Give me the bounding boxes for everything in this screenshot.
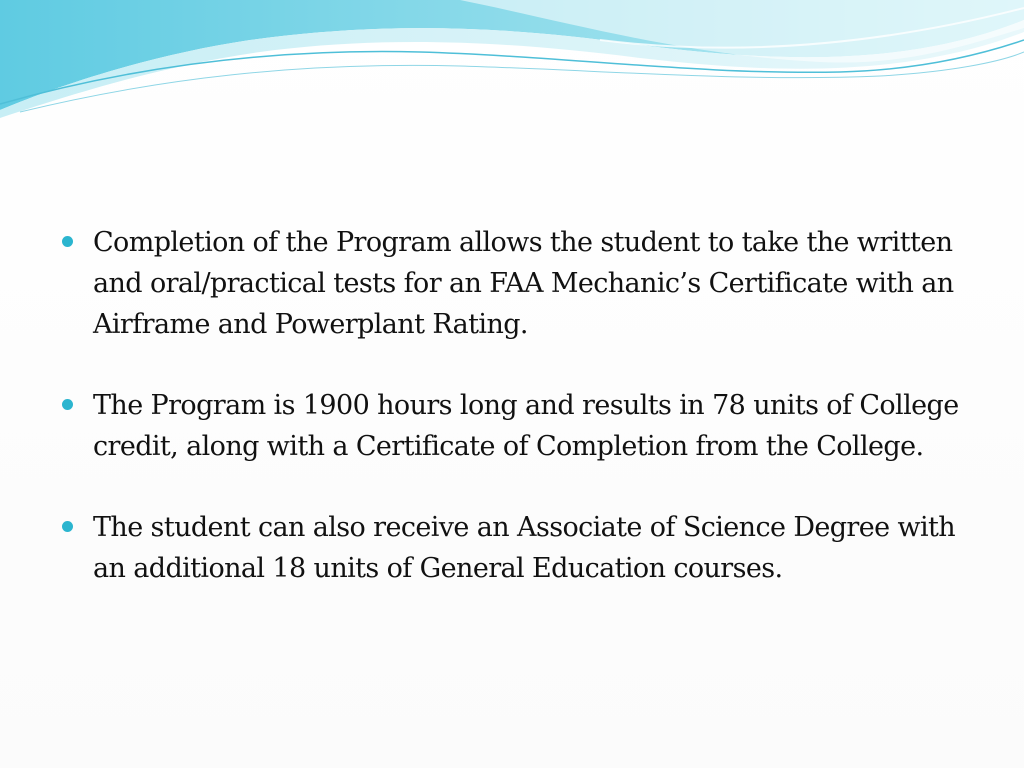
bullet-list	[62, 222, 982, 629]
bullet-item-associate-degree	[62, 507, 982, 589]
bullet-dot-icon	[62, 236, 73, 247]
bullet-dot-icon	[62, 521, 73, 532]
bullet-text: The Program is 1900 hours long and results in 78 units of College credit, along with a Certificate of Completion from the College.	[93, 390, 959, 462]
bullet-item-completion	[62, 222, 982, 345]
bullet-text: The student can also receive an Associate of Science Degree with an additional 18 units of General Education courses.	[93, 512, 956, 584]
decorative-wave-header	[0, 0, 1024, 130]
bullet-dot-icon	[62, 399, 73, 410]
bullet-item-program-hours	[62, 385, 982, 467]
bullet-text: Completion of the Program allows the student to take the written and oral/practical tests for an FAA Mechanic’s Certificate with an Airframe and Powerplant Rating.	[93, 227, 954, 340]
